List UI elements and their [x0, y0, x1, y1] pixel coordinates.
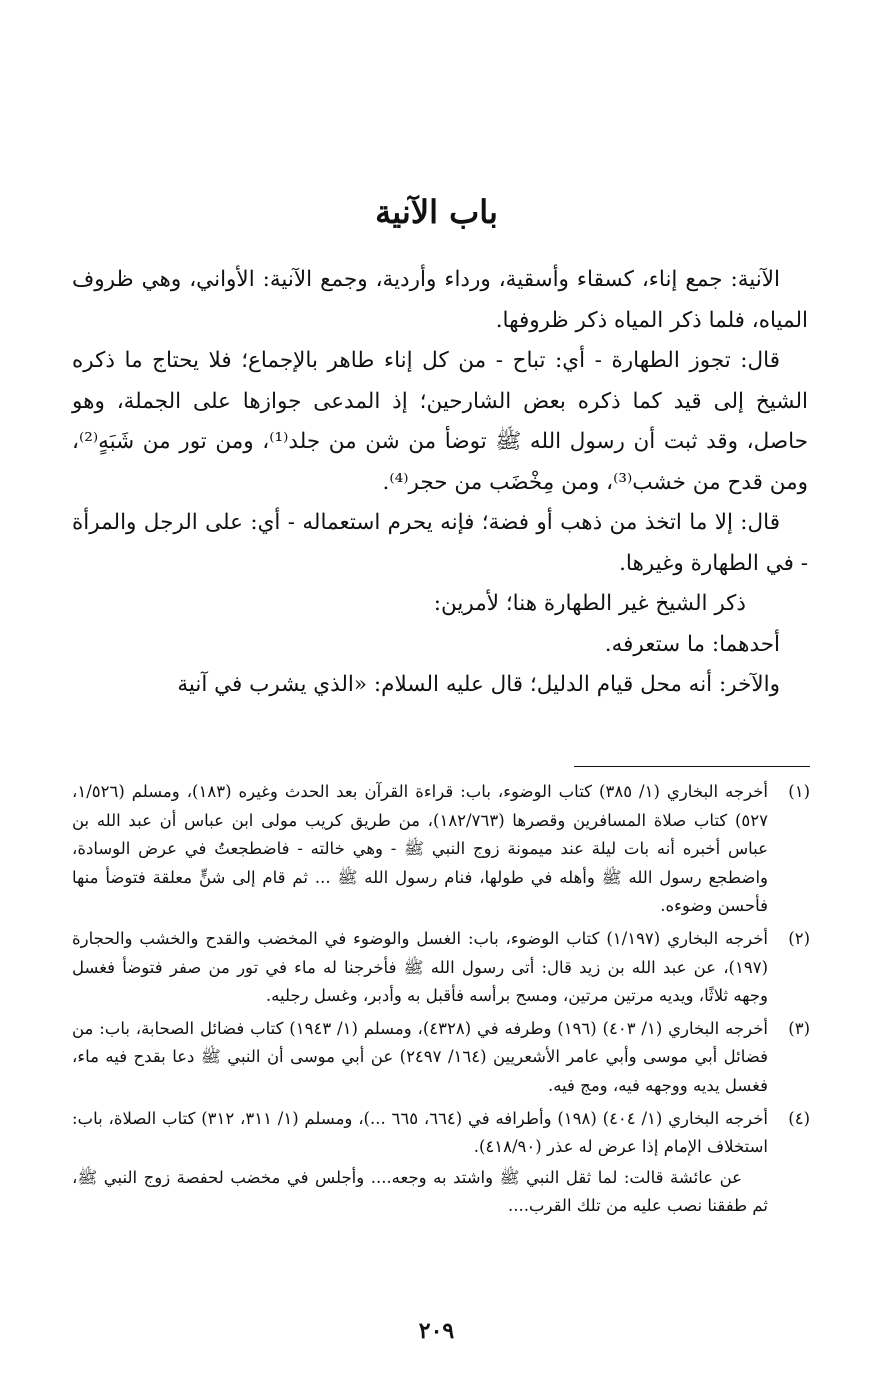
footnote-number: (١)	[788, 782, 810, 801]
footnote-divider	[574, 766, 810, 767]
footnote-number: (٤)	[788, 1108, 810, 1128]
paragraph: والآخر: أنه محل قيام الدليل؛ قال عليه السلام: «الذي يشرب في آنية	[177, 672, 780, 697]
footnote-text: أخرجه البخاري (١/ ٤٠٣) (١٩٦) وطرفه في (٤٣٢٨)، ومسلم (١/ ١٩٤٣) كتاب فضائل الصحابة، باب: من فضائل أبي موسى وأبي عامر الأشعريين (١٦٤/ ٢٤٩٧) عن أبي موسى أن النبي ﷺ دعا بقدح فيه ماء، فغسل يديه ووجهه فيه، ومج فيه.	[72, 1018, 769, 1095]
main-text	[72, 260, 808, 706]
footnote-continuation: عن عائشة قالت: لما ثقل النبي ﷺ واشتد به وجعه.... وأجلس في مخضب لحفصة زوج النبي ﷺ، ثم طفقنا نصب عليه من تلك القرب....	[72, 1167, 768, 1216]
paragraph: أحدهما: ما ستعرفه.	[604, 631, 780, 657]
paragraph: ذكر الشيخ غير الطهارة هنا؛ لأمرين:	[433, 591, 746, 616]
paragraph: قال: تجوز الطهارة - أي: تباح - من كل إناء طاهر بالإجماع؛ فلا يحتاج ما ذكره الشيخ إلى قيد كما ذكره بعض الشارحين؛ إذ المدعى جوازها على الجملة، وهو حاصل، وقد ثبت أن رسول الله ﷺ توضأ من شن من جلد⁽¹⁾، ومن تور من شَبَهٍ⁽²⁾، ومن قدح من خشب⁽³⁾، ومن مِخْضَب من حجر⁽⁴⁾.	[72, 348, 808, 495]
paragraph: الآنية: جمع إناء، كسقاء وأسقية، ورداء وأردية، وجمع الآنية: الأواني، وهي ظروف المياه، فلما ذكر المياه ذكر ظروفها.	[72, 267, 808, 333]
chapter-title: باب الآنية	[375, 193, 498, 231]
footnote-text: أخرجه البخاري (١/ ٣٨٥) كتاب الوضوء، باب: قراءة القرآن بعد الحدث وغيره (١٨٣)، ومسلم (١/٥٢٦، ٥٢٧) كتاب صلاة المسافرين وقصرها (١٨٢/٧٦٣)، من طريق كريب مولى ابن عباس أن عبد الله بن عباس أخبره أنه بات ليلة عند ميمونة زوج النبي ﷺ - وهي خالته - فاضطجعتُ في عرض الوسادة، واضطجع رسول الله ﷺ وأهله في طولها، فنام رسول الله ﷺ ... ثم قام إلى شنٍّ معلقة فتوضأ منها فأحسن وضوءه.	[72, 782, 768, 916]
page-number: ٢٠٩	[418, 1318, 455, 1344]
footnote-text: أخرجه البخاري (١/ ٤٠٤) (١٩٨) وأطرافه في (٦٦٤، ٦٦٥ ...)، ومسلم (١/ ٣١١، ٣١٢) كتاب الصلاة، باب: استخلاف الإمام إذا عرض له عذر (٤١٨/٩٠).	[72, 1108, 768, 1157]
footnote-number: (٣)	[788, 1018, 810, 1038]
footnote-number: (٢)	[788, 928, 810, 948]
footnote	[72, 778, 810, 921]
footnote	[72, 1015, 810, 1101]
footnote	[72, 1105, 810, 1221]
paragraph: قال: إلا ما اتخذ من ذهب أو فضة؛ فإنه يحرم استعماله - أي: على الرجل والمرأة - في الطهارة وغيرها.	[72, 510, 808, 576]
footnotes	[72, 778, 810, 1225]
footnote	[72, 925, 810, 1011]
footnote-text: أخرجه البخاري (١/١٩٧) كتاب الوضوء، باب: الغسل والوضوء في المخضب والقدح والخشب والحجارة (١٩٧)، عن عبد الله بن زيد قال: أتى رسول الله ﷺ فأخرجنا له ماء في تور من صفر فتوضأ فغسل وجهه ثلاثًا، ويديه مرتين مرتين، ومسح برأسه فأقبل به وأدبر، وغسل رجليه.	[72, 928, 769, 1006]
